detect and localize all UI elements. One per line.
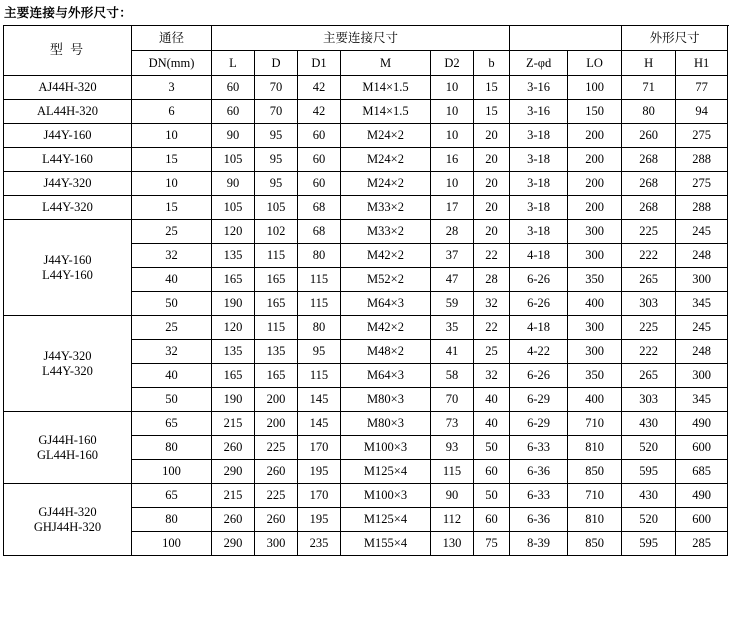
- header-main-dimensions-cont: [510, 26, 622, 51]
- cell-D: 260: [255, 460, 298, 484]
- cell-LO: 400: [568, 292, 622, 316]
- cell-D: 165: [255, 292, 298, 316]
- cell-D: 70: [255, 76, 298, 100]
- table-row: [4, 484, 728, 508]
- cell-D: 135: [255, 340, 298, 364]
- table-row: [4, 316, 728, 340]
- cell-model: [4, 220, 132, 316]
- cell-H1: 248: [676, 340, 728, 364]
- cell-Zd: 6-33: [510, 436, 568, 460]
- header-row-groups: [4, 26, 728, 51]
- cell-LO: 710: [568, 484, 622, 508]
- cell-dn: 100: [132, 532, 212, 556]
- cell-M: M64×3: [341, 364, 431, 388]
- cell-L: 135: [212, 340, 255, 364]
- cell-b: 60: [474, 508, 510, 532]
- cell-b: 32: [474, 292, 510, 316]
- cell-model: L44Y-160: [4, 148, 132, 172]
- table-header: [4, 26, 728, 76]
- cell-L: 105: [212, 196, 255, 220]
- cell-L: 260: [212, 436, 255, 460]
- cell-b: 75: [474, 532, 510, 556]
- cell-D2: 37: [431, 244, 474, 268]
- cell-D: 260: [255, 508, 298, 532]
- cell-b: 15: [474, 76, 510, 100]
- cell-L: 215: [212, 484, 255, 508]
- cell-model: [4, 316, 132, 412]
- cell-D2: 10: [431, 100, 474, 124]
- cell-D1: 80: [298, 316, 341, 340]
- cell-M: M48×2: [341, 340, 431, 364]
- model-name: J44Y-160: [43, 253, 92, 268]
- cell-D: 95: [255, 148, 298, 172]
- cell-Zd: 6-26: [510, 292, 568, 316]
- cell-H1: 490: [676, 484, 728, 508]
- cell-b: 28: [474, 268, 510, 292]
- table-row: [4, 172, 728, 196]
- cell-b: 60: [474, 460, 510, 484]
- cell-H1: 490: [676, 412, 728, 436]
- cell-Zd: 6-26: [510, 268, 568, 292]
- cell-b: 20: [474, 124, 510, 148]
- cell-model: J44Y-160: [4, 124, 132, 148]
- cell-M: M155×4: [341, 532, 431, 556]
- cell-D1: 68: [298, 220, 341, 244]
- table-row: [4, 76, 728, 100]
- cell-M: M80×3: [341, 412, 431, 436]
- cell-D1: 170: [298, 484, 341, 508]
- cell-D: 200: [255, 388, 298, 412]
- cell-D1: 80: [298, 244, 341, 268]
- cell-D1: 42: [298, 76, 341, 100]
- cell-D: 165: [255, 364, 298, 388]
- cell-Zd: 4-18: [510, 244, 568, 268]
- cell-LO: 300: [568, 244, 622, 268]
- model-name: GHJ44H-320: [33, 519, 102, 534]
- cell-L: 120: [212, 220, 255, 244]
- cell-Zd: 6-36: [510, 508, 568, 532]
- cell-L: 90: [212, 124, 255, 148]
- cell-b: 40: [474, 388, 510, 412]
- cell-H: 225: [622, 316, 676, 340]
- cell-H: 225: [622, 220, 676, 244]
- cell-D2: 28: [431, 220, 474, 244]
- cell-dn: 25: [132, 316, 212, 340]
- cell-H: 265: [622, 364, 676, 388]
- cell-dn: 10: [132, 172, 212, 196]
- cell-H: 265: [622, 268, 676, 292]
- cell-LO: 200: [568, 196, 622, 220]
- cell-b: 20: [474, 196, 510, 220]
- cell-H: 80: [622, 100, 676, 124]
- cell-D2: 93: [431, 436, 474, 460]
- cell-D2: 17: [431, 196, 474, 220]
- cell-D2: 10: [431, 172, 474, 196]
- cell-Zd: 3-18: [510, 220, 568, 244]
- cell-dn: 15: [132, 196, 212, 220]
- cell-H1: 288: [676, 196, 728, 220]
- header-col-H1: H1: [676, 51, 728, 76]
- cell-b: 20: [474, 148, 510, 172]
- cell-H1: 248: [676, 244, 728, 268]
- cell-dn: 65: [132, 484, 212, 508]
- header-col-D: D: [255, 51, 298, 76]
- cell-D: 95: [255, 124, 298, 148]
- cell-H: 595: [622, 532, 676, 556]
- cell-model: [4, 484, 132, 556]
- cell-LO: 350: [568, 268, 622, 292]
- model-name: L44Y-320: [42, 363, 93, 378]
- cell-D: 105: [255, 196, 298, 220]
- cell-L: 290: [212, 532, 255, 556]
- cell-H1: 300: [676, 268, 728, 292]
- cell-L: 165: [212, 268, 255, 292]
- cell-H: 520: [622, 436, 676, 460]
- cell-LO: 200: [568, 148, 622, 172]
- cell-L: 60: [212, 100, 255, 124]
- cell-LO: 200: [568, 172, 622, 196]
- cell-H: 303: [622, 292, 676, 316]
- cell-dn: 80: [132, 508, 212, 532]
- cell-L: 290: [212, 460, 255, 484]
- cell-dn: 6: [132, 100, 212, 124]
- cell-dn: 32: [132, 340, 212, 364]
- cell-L: 120: [212, 316, 255, 340]
- cell-H: 303: [622, 388, 676, 412]
- cell-D2: 10: [431, 124, 474, 148]
- cell-LO: 100: [568, 76, 622, 100]
- cell-L: 260: [212, 508, 255, 532]
- cell-dn: 40: [132, 268, 212, 292]
- cell-M: M24×2: [341, 148, 431, 172]
- cell-LO: 150: [568, 100, 622, 124]
- cell-H1: 275: [676, 124, 728, 148]
- cell-LO: 350: [568, 364, 622, 388]
- cell-LO: 300: [568, 316, 622, 340]
- cell-dn: 15: [132, 148, 212, 172]
- cell-M: M100×3: [341, 436, 431, 460]
- header-col-D1: D1: [298, 51, 341, 76]
- cell-H: 268: [622, 196, 676, 220]
- cell-L: 60: [212, 76, 255, 100]
- header-model: 型 号: [4, 26, 132, 76]
- cell-L: 215: [212, 412, 255, 436]
- cell-D: 225: [255, 436, 298, 460]
- cell-D: 115: [255, 316, 298, 340]
- cell-D: 165: [255, 268, 298, 292]
- cell-D2: 35: [431, 316, 474, 340]
- cell-D2: 41: [431, 340, 474, 364]
- cell-L: 165: [212, 364, 255, 388]
- cell-b: 22: [474, 316, 510, 340]
- cell-H1: 600: [676, 436, 728, 460]
- cell-D2: 70: [431, 388, 474, 412]
- cell-dn: 10: [132, 124, 212, 148]
- table-row: [4, 100, 728, 124]
- cell-M: M14×1.5: [341, 76, 431, 100]
- cell-Zd: 4-18: [510, 316, 568, 340]
- cell-M: M42×2: [341, 316, 431, 340]
- cell-LO: 850: [568, 460, 622, 484]
- cell-D: 102: [255, 220, 298, 244]
- cell-model: AL44H-320: [4, 100, 132, 124]
- cell-dn: 80: [132, 436, 212, 460]
- cell-b: 40: [474, 412, 510, 436]
- cell-LO: 200: [568, 124, 622, 148]
- cell-b: 25: [474, 340, 510, 364]
- cell-dn: 100: [132, 460, 212, 484]
- cell-Zd: 3-18: [510, 124, 568, 148]
- cell-H1: 600: [676, 508, 728, 532]
- header-main-dimensions: 主要连接尺寸: [212, 26, 510, 51]
- header-col-M: M: [341, 51, 431, 76]
- cell-M: M80×3: [341, 388, 431, 412]
- cell-D2: 112: [431, 508, 474, 532]
- page-title: 主要连接与外形尺寸：: [4, 6, 133, 20]
- cell-dn: 50: [132, 388, 212, 412]
- cell-M: M125×4: [341, 508, 431, 532]
- cell-M: M14×1.5: [341, 100, 431, 124]
- cell-M: M64×3: [341, 292, 431, 316]
- cell-H: 430: [622, 412, 676, 436]
- table-row: [4, 148, 728, 172]
- cell-H: 595: [622, 460, 676, 484]
- cell-Zd: 6-29: [510, 412, 568, 436]
- cell-LO: 400: [568, 388, 622, 412]
- cell-Zd: 6-36: [510, 460, 568, 484]
- cell-b: 50: [474, 436, 510, 460]
- cell-H: 71: [622, 76, 676, 100]
- cell-D: 225: [255, 484, 298, 508]
- cell-LO: 850: [568, 532, 622, 556]
- cell-M: M52×2: [341, 268, 431, 292]
- cell-b: 15: [474, 100, 510, 124]
- cell-D2: 73: [431, 412, 474, 436]
- cell-L: 190: [212, 388, 255, 412]
- cell-D: 115: [255, 244, 298, 268]
- cell-Zd: 3-18: [510, 196, 568, 220]
- cell-D2: 59: [431, 292, 474, 316]
- cell-H1: 77: [676, 76, 728, 100]
- cell-b: 50: [474, 484, 510, 508]
- cell-H1: 245: [676, 316, 728, 340]
- cell-D2: 16: [431, 148, 474, 172]
- cell-dn: 3: [132, 76, 212, 100]
- cell-H: 222: [622, 340, 676, 364]
- cell-H1: 300: [676, 364, 728, 388]
- cell-D1: 235: [298, 532, 341, 556]
- cell-M: M24×2: [341, 172, 431, 196]
- table-row: [4, 220, 728, 244]
- cell-D: 200: [255, 412, 298, 436]
- cell-D1: 42: [298, 100, 341, 124]
- cell-dn: 50: [132, 292, 212, 316]
- cell-Zd: 3-16: [510, 100, 568, 124]
- cell-Zd: 3-18: [510, 148, 568, 172]
- cell-model: AJ44H-320: [4, 76, 132, 100]
- cell-D1: 145: [298, 412, 341, 436]
- model-name: L44Y-160: [42, 267, 93, 282]
- cell-H1: 94: [676, 100, 728, 124]
- cell-D1: 95: [298, 340, 341, 364]
- header-col-LO: LO: [568, 51, 622, 76]
- cell-dn: 65: [132, 412, 212, 436]
- cell-D2: 90: [431, 484, 474, 508]
- cell-dn: 25: [132, 220, 212, 244]
- model-name: GJ44H-160: [38, 433, 97, 448]
- header-col-L: L: [212, 51, 255, 76]
- cell-Zd: 6-26: [510, 364, 568, 388]
- header-outline-dimensions: 外形尺寸: [622, 26, 728, 51]
- cell-D2: 10: [431, 76, 474, 100]
- cell-D1: 68: [298, 196, 341, 220]
- cell-D2: 58: [431, 364, 474, 388]
- cell-dn: 40: [132, 364, 212, 388]
- cell-LO: 300: [568, 340, 622, 364]
- cell-M: M125×4: [341, 460, 431, 484]
- cell-M: M100×3: [341, 484, 431, 508]
- cell-LO: 300: [568, 220, 622, 244]
- cell-L: 90: [212, 172, 255, 196]
- cell-D: 70: [255, 100, 298, 124]
- model-name: J44Y-320: [43, 349, 92, 364]
- table-row: [4, 412, 728, 436]
- cell-Zd: 3-16: [510, 76, 568, 100]
- header-col-Zd: Z-φd: [510, 51, 568, 76]
- cell-D1: 115: [298, 364, 341, 388]
- cell-D1: 60: [298, 124, 341, 148]
- cell-H: 260: [622, 124, 676, 148]
- cell-H: 268: [622, 148, 676, 172]
- cell-D1: 60: [298, 148, 341, 172]
- cell-M: M42×2: [341, 244, 431, 268]
- cell-L: 105: [212, 148, 255, 172]
- cell-b: 20: [474, 220, 510, 244]
- cell-Zd: 8-39: [510, 532, 568, 556]
- cell-H1: 345: [676, 292, 728, 316]
- cell-H: 520: [622, 508, 676, 532]
- cell-model: L44Y-320: [4, 196, 132, 220]
- cell-b: 20: [474, 172, 510, 196]
- cell-H1: 288: [676, 148, 728, 172]
- header-dn-bottom: DN(mm): [132, 51, 212, 76]
- cell-D2: 130: [431, 532, 474, 556]
- cell-L: 190: [212, 292, 255, 316]
- cell-model: [4, 412, 132, 484]
- table-row: [4, 124, 728, 148]
- cell-M: M33×2: [341, 220, 431, 244]
- cell-D1: 170: [298, 436, 341, 460]
- cell-dn: 32: [132, 244, 212, 268]
- cell-model: J44Y-320: [4, 172, 132, 196]
- cell-H: 222: [622, 244, 676, 268]
- cell-D: 95: [255, 172, 298, 196]
- cell-D1: 60: [298, 172, 341, 196]
- header-col-b: b: [474, 51, 510, 76]
- cell-b: 32: [474, 364, 510, 388]
- header-col-D2: D2: [431, 51, 474, 76]
- table-row: [4, 196, 728, 220]
- cell-H1: 685: [676, 460, 728, 484]
- cell-D: 300: [255, 532, 298, 556]
- model-name: GJ44H-320: [38, 505, 97, 520]
- cell-Zd: 6-29: [510, 388, 568, 412]
- cell-H1: 275: [676, 172, 728, 196]
- cell-Zd: 4-22: [510, 340, 568, 364]
- cell-L: 135: [212, 244, 255, 268]
- cell-D1: 195: [298, 460, 341, 484]
- cell-b: 22: [474, 244, 510, 268]
- header-col-H: H: [622, 51, 676, 76]
- cell-H1: 285: [676, 532, 728, 556]
- cell-H: 430: [622, 484, 676, 508]
- header-dn-top: 通径: [132, 26, 212, 51]
- cell-D1: 115: [298, 268, 341, 292]
- cell-D2: 115: [431, 460, 474, 484]
- specification-table: [3, 25, 728, 556]
- cell-D1: 115: [298, 292, 341, 316]
- cell-LO: 710: [568, 412, 622, 436]
- cell-D2: 47: [431, 268, 474, 292]
- table-body: [4, 76, 728, 556]
- cell-H: 268: [622, 172, 676, 196]
- cell-M: M33×2: [341, 196, 431, 220]
- cell-Zd: 3-18: [510, 172, 568, 196]
- cell-LO: 810: [568, 436, 622, 460]
- cell-M: M24×2: [341, 124, 431, 148]
- cell-Zd: 6-33: [510, 484, 568, 508]
- cell-D1: 145: [298, 388, 341, 412]
- cell-LO: 810: [568, 508, 622, 532]
- cell-D1: 195: [298, 508, 341, 532]
- cell-H1: 345: [676, 388, 728, 412]
- cell-H1: 245: [676, 220, 728, 244]
- model-name: GL44H-160: [36, 447, 99, 462]
